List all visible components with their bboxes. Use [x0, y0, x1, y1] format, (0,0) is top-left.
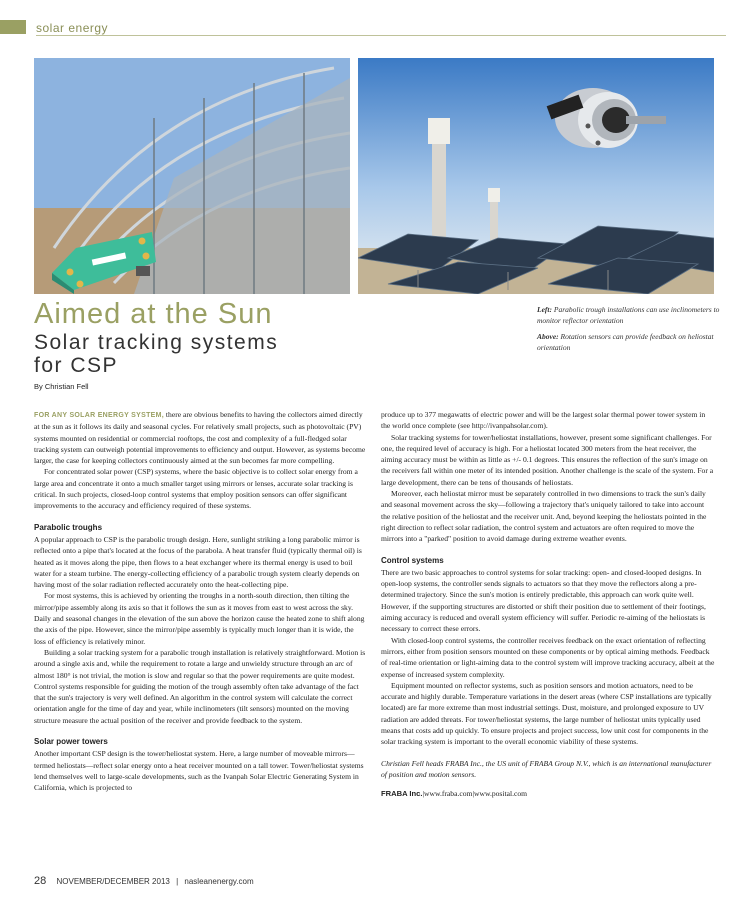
parabolic-trough-photo	[34, 58, 350, 294]
paragraph-12: Equipment mounted on reflector systems, such as position sensors and motion actuators, need to be accurate and highly durable. Temperature variations in the desert areas (where CSP installations are typically located) are far more extreme than most industrial settings. Dust, moisture, and prolonged exposure to UV radiation are added threats. For tower/heliostat systems, the large number of heliostat units typically used means that costs add up quickly. To ensure projects and project success, low unit cost for components in the solar tracking system is important to the overall economic viability of these systems.	[381, 680, 712, 747]
section-marker	[0, 20, 26, 34]
company-url-2[interactable]: www.posital.com	[473, 789, 528, 799]
solar-tower-illustration	[358, 58, 714, 294]
parabolic-trough-illustration	[34, 58, 350, 294]
article-column-right	[381, 409, 715, 800]
paragraph-6: Another important CSP design is the tower/heliostat system. Here, a large number of moveable mirrors—termed heliostats—reflect solar energy onto a heat receiver mounted on a tall tower. Tower/heliostat systems lend themselves well to large-scale developments, such as the Ivanpah Solar Electric Generating System in California, which is projected to	[34, 749, 364, 793]
solar-tower-photo	[358, 58, 714, 294]
caption-above-text: Rotation sensors can provide feedback on heliostat orientation	[537, 332, 714, 352]
company-url-1[interactable]: www.fraba.com	[424, 789, 473, 799]
heading-parabolic-troughs: Parabolic troughs	[34, 522, 103, 532]
paragraph-11: With closed-loop control systems, the controller receives feedback on the exact orientation of reflecting mirrors, either from position sensors mounted on these components or by optical aiming methods. Feedback of real-time orientation or light-aiming data to the control system will improve tracking accuracy, albeit at the expense of increased system complexity.	[381, 635, 715, 679]
article-byline: By Christian Fell	[34, 382, 89, 391]
article-title: Aimed at the Sun	[34, 298, 273, 330]
paragraph-4: For most systems, this is achieved by orienting the troughs in a north-south direction, then tilting the mirror/pipe assembly along its axis so that it follows the sun as it moves from east to west across the sky. Daily and seasonal changes in the elevation of the sun above the horizon cause the heated zone to shift along the axis of the pipe. However, since the mirror/pipe assembly is typically much longer than it is wide, the loss of efficiency is relatively minor.	[34, 591, 365, 646]
paragraph-10: There are two basic approaches to control systems for solar tracking: open- and closed-looped designs. In open-loop systems, the controller sends signals to actuators so that they move the reflectors along a pre-determined trajectory. Since the sun's motion is entirely predictable, this approach can work quite well. However, if the supporting structures are distorted or shift their position due to settlement of their footings, aiming accuracy is reduced and overall system efficiency will suffer. Periodic re-aiming of the heliostats is necessary to correct these errors.	[381, 567, 706, 634]
caption-left	[537, 305, 727, 326]
paragraph-8: Solar tracking systems for tower/heliostat installations, however, present some significant challenges. For one, the required level of accuracy is high. For a heliostat located 300 meters from the heat receiver, the aiming accuracy must be within as little as +/- 0.1 degrees. This ensures the reflection of the sun's image on the receivers fall within one meter of its intended position. Another challenge is the scale of the system. For a large development, there can be tens of thousands of heliostats.	[381, 432, 714, 487]
section-rule	[36, 35, 726, 36]
company-links: FRABA Inc.|www.fraba.com|www.posital.com	[381, 789, 528, 799]
paragraph-1-text: there are obvious benefits to having the collectors aimed directly at the sun as it follows its daily and seasonal cycles. For relatively small projects, such as photovoltaic (PV) systems mounted on residential or commercial rooftops, the cost and complexity of a full-fledged solar tracking system can outweigh potential improvements to efficiency and output. However, as systems become larger, the case for keeping collectors continuously aimed at the sun becomes far more compelling.	[34, 410, 366, 466]
caption-above	[537, 332, 727, 353]
paragraph-5: Building a solar tracking system for a parabolic trough installation is relatively straightforward. Motion is around a single axis and, while the requirement to rotate a large and unwieldy structure through an arc of almost 180° is not trivial, the motion is slow and regular so that the power requirements are quite modest. Control systems responsible for guiding the motion of the trough assembly often take advantage of the fact that the sun's trajectory is very well defined. An algorithm in the control system will calculate the correct orientation angle for the time of day and year, while inclinometers (tilt sensors) mounted on the moving structure measure the actual position of the receiver and provide feedback to the system.	[34, 647, 366, 725]
section-label: solar energy	[36, 21, 109, 35]
section-header	[0, 0, 738, 40]
company-name: FRABA Inc.	[381, 789, 423, 799]
issue-date: NOVEMBER/DECEMBER 2013	[56, 877, 170, 886]
author-bio: Christian Fell heads FRABA Inc., the US unit of FRABA Group N.V., which is an international manufacturer of position and motion sensors.	[381, 758, 712, 779]
paragraph-7: produce up to 377 megawatts of electric power and will be the largest solar thermal power tower system in the world once complete (see http://ivanpahsolar.com).	[381, 410, 706, 431]
article-subtitle-line-1: Solar tracking systems	[34, 331, 279, 354]
photo-caption	[537, 305, 727, 359]
heading-control-systems: Control systems	[381, 555, 444, 565]
caption-left-label: Left:	[537, 305, 552, 314]
lead-in: FOR ANY SOLAR ENERGY SYSTEM,	[34, 412, 165, 419]
paragraph-9: Moreover, each heliostat mirror must be separately controlled in two dimensions to track the sun's daily and seasonal movement across the sky—following a trajectory that's uniquely tailored to take into account the relative position of the heliostat and the receiver unit. And, beyond keeping the heliostats pointed in the right direction to reflect solar radiation, the control system and actuators are often required to move the mirrors into a "parked" position to avoid damage during extreme weather events.	[381, 489, 707, 544]
paragraph-1	[34, 409, 366, 466]
site-url[interactable]: nasleanenergy.com	[184, 877, 254, 886]
paragraph-2: For concentrated solar power (CSP) systems, where the basic objective is to collect solar energy from a large area and concentrate it onto a much smaller target using mirrors or lenses, accurate solar tracking is critical. In such projects, closed-loop control systems that employ position sensors can offer significant improvements to the accuracy and efficiency required of these systems.	[34, 467, 358, 511]
caption-left-text: Parabolic trough installations can use inclinometers to monitor reflector orientation	[537, 305, 720, 325]
page-number: 28	[34, 875, 47, 887]
paragraph-3: A popular approach to CSP is the parabolic trough design. Here, sunlight striking a long parabolic mirror is reflected onto a pipe that's located at the focus of the parabola. A heat transfer fluid (typically thermal oil) is heated as it moves along the pipe, then flows to a heat exchanger where its thermal energy is used to boil water for a steam turbine. The energy-collecting efficiency of a parabolic trough system clearly depends on having most of the solar radiation reflected accurately onto the heat-collecting pipe.	[34, 534, 362, 590]
article-subtitle-line-2: for CSP	[34, 354, 119, 377]
caption-above-label: Above:	[537, 332, 559, 341]
heading-solar-power-towers: Solar power towers	[34, 737, 108, 747]
article-column-left	[34, 409, 366, 794]
page-footer: 28 NOVEMBER/DECEMBER 2013 | nasleanenergy.com	[34, 875, 254, 887]
